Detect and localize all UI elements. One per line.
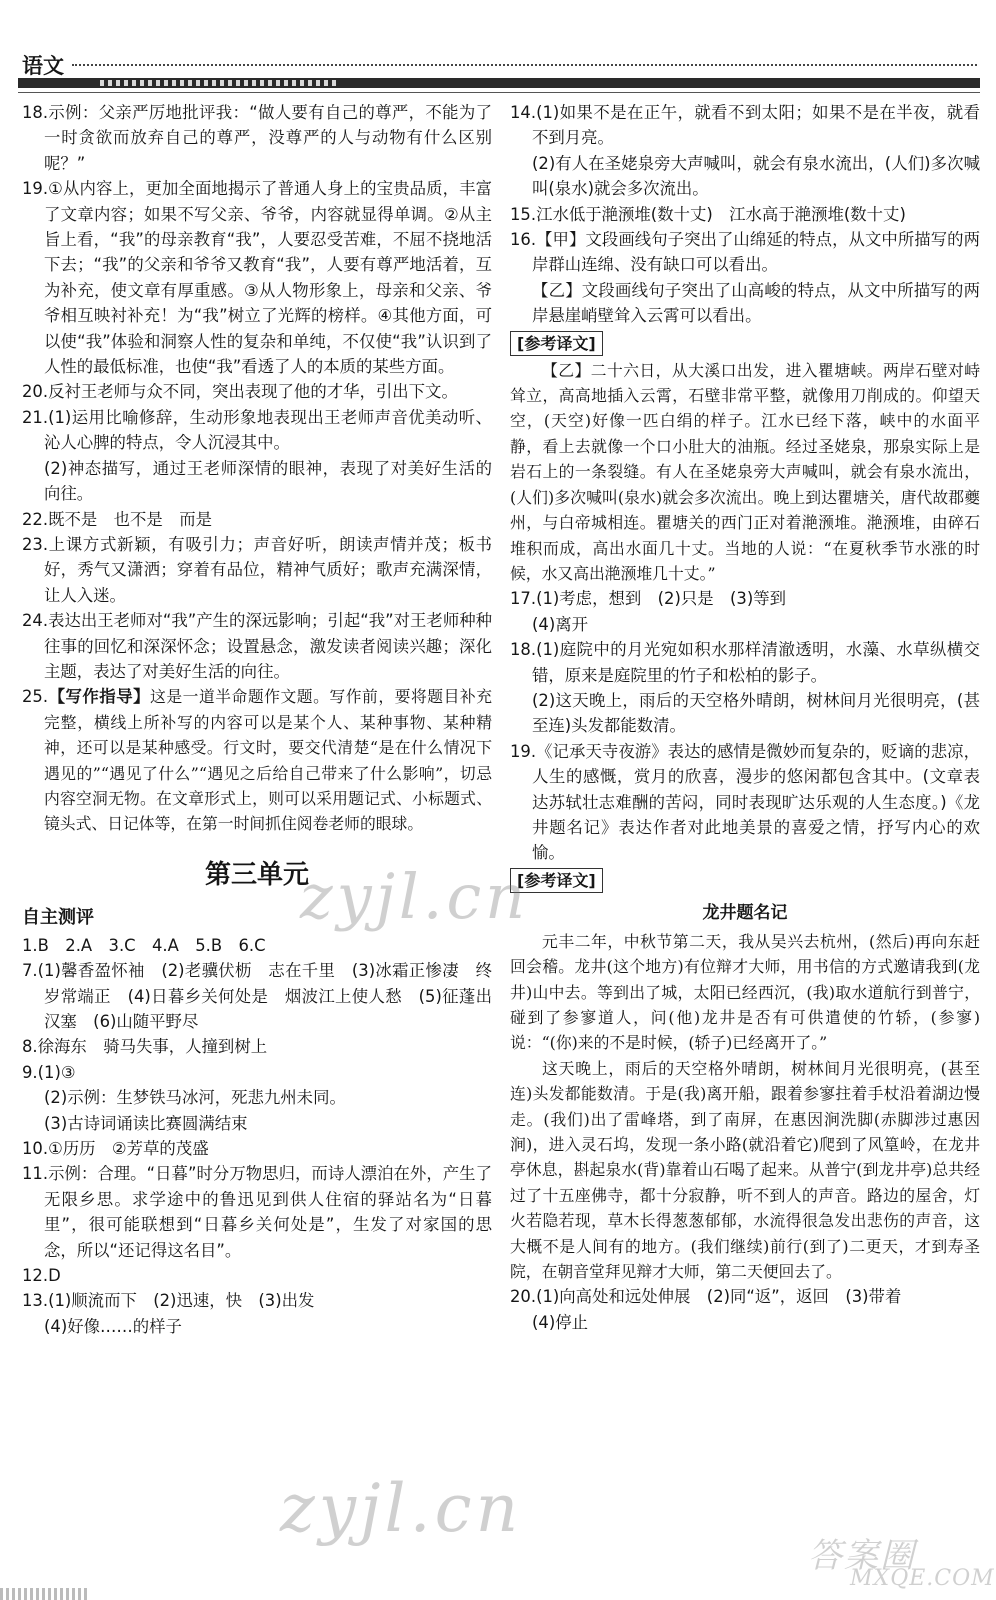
answer-19-right: 19.《记承天寺夜游》表达的感情是微妙而复杂的，贬谪的悲凉，人生的感慨，赏月的欣喜，漫步的悠闲都包含其中。(文章表达苏轼壮志难酬的苦闷，同时表现旷达乐观的人生态度。)《龙井题名记》表达作者对此地美景的喜爱之情，抒写内心的欢愉。 [510,741,980,863]
answer-18-right: 18.(1)庭院中的月光宛如积水那样清澈透明，水藻、水草纵横交错，原来是庭院里的竹子和松柏的影子。 [510,640,980,685]
answer-10: 10.①历历 ②芳草的茂盛 [22,1139,209,1159]
answer-9: 9.(1)③ [22,1062,76,1082]
essay-paragraph-2: 这天晚上，雨后的天空格外晴朗，树林间月光很明亮，(甚至连)头发都能数清。于是(我)离开船，跟着参寥拄着手杖沿着湖边慢走。(我们)出了雷峰塔，到了南屏，在惠因涧洗脚(赤脚涉过惠因涧)，进入灵石坞，发现一条小路(就沿着它)爬到了风篁岭，在龙井亭休息，斟起泉水(背)靠着山石喝了起来。从普宁(到龙井亭)总共经过了十五座佛寺，都十分寂静，听不到人的声音。路边的屋舍，灯火若隐若现，草木长得葱葱郁郁，水流得很急发出悲伤的声音，这大概不是人间有的地方。(我们继续)前行(到了)二更天，才到寿圣院，在朝音堂拜见辩才大师，第二天便回去了。 [510,1058,980,1282]
header-rule [18,92,980,93]
essay-paragraph-1: 元丰二年，中秋节第二天，我从吴兴去杭州，(然后)再向东赶回会稽。龙井(这个地方)有位辩才大师，用书信的方式邀请我到(龙井)山中去。等到出了城，太阳已经西沉，(我)取水道航行到普宁，碰到了参寥道人，问(他)龙井是否有可供遣使的竹轿，(参寥)说：“(你)来的不是时候，(轿子)已经离开了。” [510,931,980,1053]
answer-18: 18.示例：父亲严厉地批评我：“做人要有自己的尊严，不能为了一时贪欲而放弃自己的尊严，没尊严的人与动物有什么区别呢？” [22,103,492,173]
page-header [0,0,996,100]
watermark-3: 答案圈 [808,1536,916,1576]
left-column [22,100,492,1339]
answer-9-part3: (3)古诗词诵读比赛圆满结束 [44,1113,248,1133]
answer-13: 13.(1)顺流而下 (2)迅速，快 (3)出发 [22,1291,315,1311]
section-title: 自主测评 [22,906,94,928]
subject-label: 语文 [22,54,64,78]
answer-14: 14.(1)如果不是在正午，就看不到太阳；如果不是在半夜，就看不到月亮。 [510,103,980,148]
header-dotted-line [72,64,977,66]
answer-17: 17.(1)考虑，想到 (2)只是 (3)等到 [510,589,787,609]
watermark-1: zyjl.cn [300,860,530,933]
answer-20-part4: (4)停止 [532,1312,588,1332]
answer-21-part2: (2)神态描写，通过王老师深情的眼神，表现了对美好生活的向往。 [44,458,492,504]
watermark-4: MXQE.COM [850,1566,995,1591]
answer-21: 21.(1)运用比喻修辞，生动形象地表现出王老师声音优美动听、沁人心脾的特点，令人沉浸其中。 [22,407,492,453]
answer-11: 11.示例：合理。“日暮”时分万物思归，而诗人漂泊在外，产生了无限乡思。求学途中的鲁迅见到供人住宿的驿站名为“日暮里”，很可能联想到“日暮乡关何处是”，生发了对家国的思念，所以“还记得这名目”。 [22,1164,492,1260]
writing-guide-label: 【写作指导】 [48,687,151,707]
right-column [510,100,980,1335]
answer-14-part2: (2)有人在圣姥泉旁大声喊叫，就会有泉水流出，(人们)多次喊叫(泉水)就会多次流出。 [532,153,980,199]
header-band-dots [100,80,340,86]
answer-16-jia: 16.【甲】文段画线句子突出了山绵延的特点，从文中所描写的两岸群山连绵、没有缺口可以看出。 [510,230,980,275]
answer-9-part2: (2)示例：生梦铁马冰河，死悲九州未同。 [44,1088,346,1108]
reference-translation-label: [参考译文] [510,331,603,356]
answers-1-6: 1.B 2.A 3.C 4.A 5.B 6.C [22,935,266,955]
translation-yi: 【乙】二十六日，从大溪口出发，进入瞿塘峡。两岸石壁对峙耸立，高高地插入云霄，石壁非常平整，就像用刀削成的。仰望天空，(天空)好像一匹白绢的样子。江水已经下落，峡中的水面平静，看上去就像一个口小肚大的油瓶。经过圣姥泉，那泉实际上是岩石上的一条裂缝。有人在圣姥泉旁大声喊叫，就会有泉水流出，(人们)多次喊叫(泉水)就会多次流出。晚上到达瞿塘关，唐代故郡夔州，与白帝城相连。瞿塘关的西门正对着滟滪堆。滟滪堆，由碎石堆积而成，高出水面几十丈。当地的人说：“在夏秋季节水涨的时候，水又高出滟滪堆几十丈。” [510,360,980,583]
answer-19: 19.①从内容上，更加全面地揭示了普通人身上的宝贵品质，丰富了文章内容；如果不写父亲、爷爷，内容就显得单调。②从主旨上看，“我”的母亲教育“我”，人要忍受苦难，不屈不挠地活下去；“我”的父亲和爷爷又教育“我”，人要有尊严地活着，互为补充，使文章有厚重感。③从人物形象上，母亲和父亲、爷爷相互映衬补充！为“我”树立了光辉的榜样。④其他方面，可以使“我”体验和洞察人性的复杂和单纯，不仅使“我”认识到了人性的最低标准，也使“我”看透了人的本质的某些方面。 [22,179,492,377]
answer-15: 15.江水低于滟滪堆(数十丈) 江水高于滟滪堆(数十丈) [510,204,906,224]
essay-title: 龙井题名记 [702,902,788,923]
unit-title: 第三单元 [204,859,309,890]
answer-20: 20.(1)向高处和远处伸展 (2)同“返”，返回 (3)带着 [510,1287,902,1307]
answer-12: 12.D [22,1266,61,1286]
watermark-2: zyjl.cn [280,1470,523,1547]
answer-7: 7.(1)馨香盈怀袖 (2)老骥伏枥 志在千里 (3)冰霜正惨凄 终岁常端正 (4)日暮乡关何处是 烟波江上使人愁 (5)征蓬出汉塞 (6)山随平野尽 [22,961,492,1031]
answer-16-yi: 【乙】文段画线句子突出了山高峻的特点，从文中所描写的两岸悬崖峭壁耸入云霄可以看出。 [532,280,980,326]
reference-translation-label-2: [参考译文] [510,868,603,893]
answer-25-number: 25. [22,687,49,707]
answer-17-part4: (4)离开 [532,614,588,634]
answer-18-right-part2: (2)这天晚上，雨后的天空格外晴朗，树林间月光很明亮，(甚至连)头发都能数清。 [532,690,980,736]
writing-guide-text: 这是一道半命题作文题。写作前，要将题目补充完整，横线上所补写的内容可以是某个人、某种事物、某种精神，还可以是某种感受。行文时，要交代清楚“是在什么情况下遇见的”“遇见了什么”“遇见之后给自己带来了什么影响”，切忌内容空洞无物。在文章形式上，则可以采用题记式、小标题式、镜头式、日记体等，在第一时间抓住阅卷老师的眼球。 [44,687,492,834]
answer-20: 20.反衬王老师与众不同，突出表现了他的才华，引出下文。 [22,382,458,402]
answer-22: 22.既不是 也不是 而是 [22,509,212,529]
answer-8: 8.徐海东 骑马失事，人撞到树上 [22,1037,268,1057]
corner-decoration [0,1588,90,1600]
answer-24: 24.表达出王老师对“我”产生的深远影响；引起“我”对王老师种种往事的回忆和深深怀念；设置悬念，激发读者阅读兴趣；深化主题，表达了对美好生活的向往。 [22,611,492,681]
answer-25 [22,684,492,836]
answer-13-part4: (4)好像……的样子 [44,1316,182,1336]
answer-23: 23.上课方式新颖，有吸引力；声音好听，朗读声情并茂；板书好，秀气又潇洒；穿着有品位，精神气质好；歌声充满深情，让人入迷。 [22,534,492,605]
